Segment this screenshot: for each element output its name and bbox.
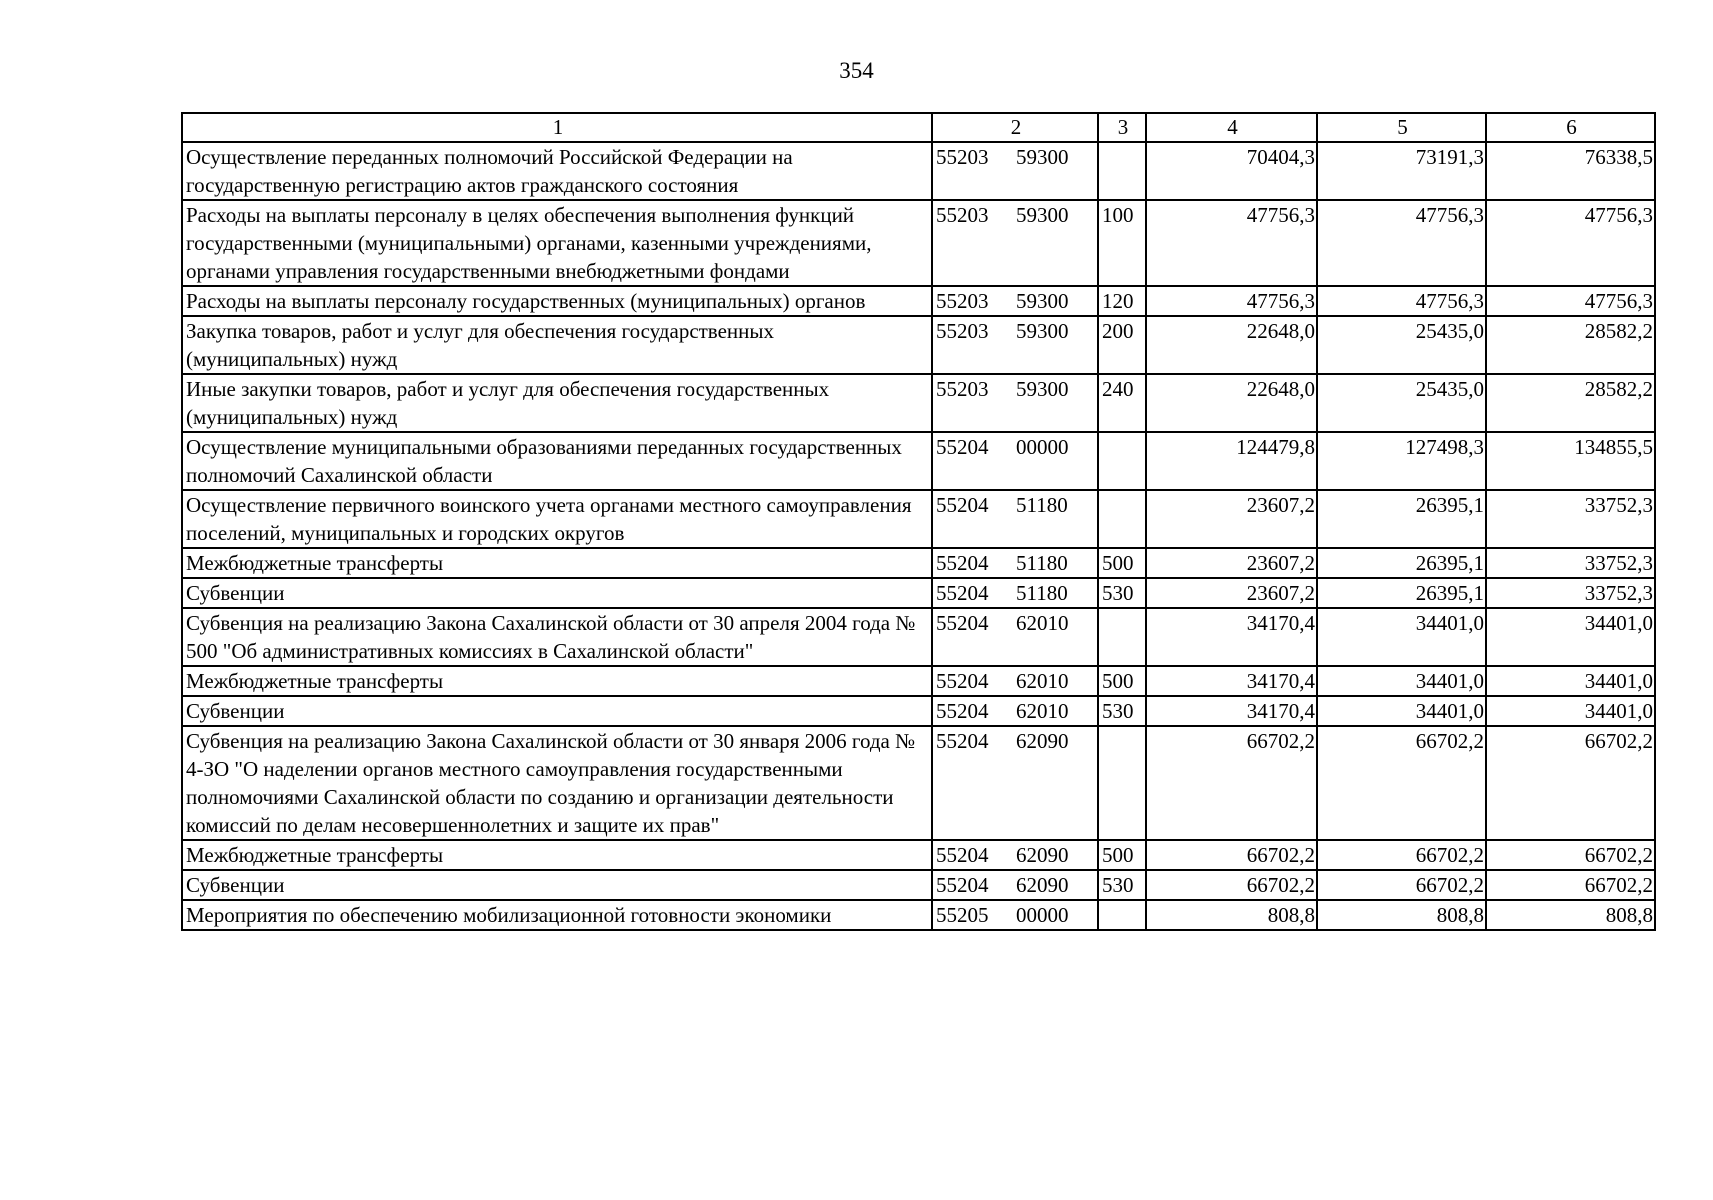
row-code bbox=[932, 316, 1098, 374]
row-name: Мероприятия по обеспечению мобилизационной готовности экономики bbox=[182, 900, 932, 930]
row-value-5: 73191,3 bbox=[1317, 142, 1486, 200]
row-code-article: 51180 bbox=[1016, 493, 1068, 517]
row-code bbox=[932, 200, 1098, 286]
row-value-5: 34401,0 bbox=[1317, 696, 1486, 726]
row-code-section: 55204 bbox=[936, 729, 989, 753]
row-code bbox=[932, 432, 1098, 490]
row-value-5: 808,8 bbox=[1317, 900, 1486, 930]
row-code bbox=[932, 900, 1098, 930]
row-value-5: 47756,3 bbox=[1317, 286, 1486, 316]
row-name: Закупка товаров, работ и услуг для обеспечения государственных (муниципальных) нужд bbox=[182, 316, 932, 374]
row-value-4: 23607,2 bbox=[1146, 578, 1317, 608]
row-expense-type: 500 bbox=[1098, 548, 1146, 578]
row-expense-type bbox=[1098, 726, 1146, 840]
table-row bbox=[182, 142, 1655, 200]
row-value-5: 34401,0 bbox=[1317, 608, 1486, 666]
table-row bbox=[182, 432, 1655, 490]
row-code bbox=[932, 142, 1098, 200]
row-value-4: 34170,4 bbox=[1146, 608, 1317, 666]
row-code bbox=[932, 548, 1098, 578]
row-value-6: 66702,2 bbox=[1486, 840, 1655, 870]
row-value-5: 26395,1 bbox=[1317, 490, 1486, 548]
header-col-1: 1 bbox=[182, 113, 932, 142]
row-value-6: 34401,0 bbox=[1486, 696, 1655, 726]
row-code bbox=[932, 840, 1098, 870]
row-code-section: 55203 bbox=[936, 203, 989, 227]
row-value-4: 23607,2 bbox=[1146, 548, 1317, 578]
row-expense-type: 120 bbox=[1098, 286, 1146, 316]
row-expense-type: 100 bbox=[1098, 200, 1146, 286]
row-expense-type bbox=[1098, 900, 1146, 930]
row-code bbox=[932, 870, 1098, 900]
row-value-6: 33752,3 bbox=[1486, 578, 1655, 608]
table-row bbox=[182, 200, 1655, 286]
row-value-6: 134855,5 bbox=[1486, 432, 1655, 490]
row-value-5: 127498,3 bbox=[1317, 432, 1486, 490]
header-col-4: 4 bbox=[1146, 113, 1317, 142]
row-expense-type: 530 bbox=[1098, 870, 1146, 900]
table-row bbox=[182, 316, 1655, 374]
row-expense-type: 530 bbox=[1098, 578, 1146, 608]
row-expense-type bbox=[1098, 490, 1146, 548]
row-value-6: 47756,3 bbox=[1486, 200, 1655, 286]
row-value-5: 26395,1 bbox=[1317, 548, 1486, 578]
header-col-2: 2 bbox=[932, 113, 1098, 142]
row-code-section: 55204 bbox=[936, 611, 989, 635]
header-col-3: 3 bbox=[1098, 113, 1146, 142]
row-value-4: 66702,2 bbox=[1146, 726, 1317, 840]
row-code-article: 00000 bbox=[1016, 435, 1069, 459]
row-name: Субвенции bbox=[182, 578, 932, 608]
table-row bbox=[182, 840, 1655, 870]
row-code-article: 51180 bbox=[1016, 551, 1068, 575]
row-expense-type: 200 bbox=[1098, 316, 1146, 374]
row-value-4: 23607,2 bbox=[1146, 490, 1317, 548]
row-code bbox=[932, 578, 1098, 608]
row-name: Субвенции bbox=[182, 696, 932, 726]
table-row bbox=[182, 726, 1655, 840]
page-number: 354 bbox=[839, 58, 874, 83]
row-value-4: 22648,0 bbox=[1146, 316, 1317, 374]
row-value-5: 25435,0 bbox=[1317, 316, 1486, 374]
row-name: Межбюджетные трансферты bbox=[182, 548, 932, 578]
row-value-6: 808,8 bbox=[1486, 900, 1655, 930]
row-code-section: 55203 bbox=[936, 289, 989, 313]
row-value-5: 66702,2 bbox=[1317, 870, 1486, 900]
row-name: Межбюджетные трансферты bbox=[182, 666, 932, 696]
row-name: Иные закупки товаров, работ и услуг для обеспечения государственных (муниципальных) нужд bbox=[182, 374, 932, 432]
table-row bbox=[182, 608, 1655, 666]
row-code-section: 55204 bbox=[936, 435, 989, 459]
row-value-4: 34170,4 bbox=[1146, 666, 1317, 696]
row-code bbox=[932, 374, 1098, 432]
row-expense-type: 530 bbox=[1098, 696, 1146, 726]
row-code-section: 55203 bbox=[936, 145, 989, 169]
row-value-6: 66702,2 bbox=[1486, 870, 1655, 900]
row-value-4: 34170,4 bbox=[1146, 696, 1317, 726]
row-value-4: 66702,2 bbox=[1146, 840, 1317, 870]
table-row bbox=[182, 666, 1655, 696]
row-code-article: 59300 bbox=[1016, 145, 1069, 169]
row-value-6: 33752,3 bbox=[1486, 548, 1655, 578]
table-row bbox=[182, 286, 1655, 316]
budget-table bbox=[181, 112, 1656, 931]
row-code bbox=[932, 286, 1098, 316]
row-value-4: 124479,8 bbox=[1146, 432, 1317, 490]
row-value-6: 34401,0 bbox=[1486, 608, 1655, 666]
row-expense-type bbox=[1098, 142, 1146, 200]
row-value-5: 34401,0 bbox=[1317, 666, 1486, 696]
table-row bbox=[182, 374, 1655, 432]
row-code-article: 62090 bbox=[1016, 729, 1069, 753]
row-value-6: 34401,0 bbox=[1486, 666, 1655, 696]
row-code-article: 59300 bbox=[1016, 203, 1069, 227]
row-code-article: 62090 bbox=[1016, 873, 1069, 897]
row-value-4: 808,8 bbox=[1146, 900, 1317, 930]
row-code-section: 55204 bbox=[936, 669, 989, 693]
row-code-article: 59300 bbox=[1016, 289, 1069, 313]
row-code-section: 55204 bbox=[936, 873, 989, 897]
table-row bbox=[182, 548, 1655, 578]
table-row bbox=[182, 578, 1655, 608]
table-row bbox=[182, 900, 1655, 930]
table-row bbox=[182, 870, 1655, 900]
row-value-4: 70404,3 bbox=[1146, 142, 1317, 200]
row-code-section: 55204 bbox=[936, 699, 989, 723]
row-code-section: 55203 bbox=[936, 319, 989, 343]
row-value-6: 66702,2 bbox=[1486, 726, 1655, 840]
row-value-5: 66702,2 bbox=[1317, 840, 1486, 870]
row-value-6: 47756,3 bbox=[1486, 286, 1655, 316]
row-value-5: 26395,1 bbox=[1317, 578, 1486, 608]
row-name: Расходы на выплаты персоналу государственных (муниципальных) органов bbox=[182, 286, 932, 316]
row-code-article: 51180 bbox=[1016, 581, 1068, 605]
row-code-article: 62010 bbox=[1016, 699, 1069, 723]
row-code-section: 55204 bbox=[936, 581, 989, 605]
row-value-4: 47756,3 bbox=[1146, 286, 1317, 316]
row-value-5: 25435,0 bbox=[1317, 374, 1486, 432]
row-value-4: 47756,3 bbox=[1146, 200, 1317, 286]
row-expense-type bbox=[1098, 608, 1146, 666]
row-value-4: 22648,0 bbox=[1146, 374, 1317, 432]
row-code bbox=[932, 696, 1098, 726]
row-value-5: 47756,3 bbox=[1317, 200, 1486, 286]
table-body bbox=[182, 142, 1655, 930]
row-value-6: 28582,2 bbox=[1486, 374, 1655, 432]
row-code bbox=[932, 490, 1098, 548]
row-name: Осуществление первичного воинского учета органами местного самоуправления поселений, муниципальных и городских округов bbox=[182, 490, 932, 548]
row-code bbox=[932, 608, 1098, 666]
row-code bbox=[932, 666, 1098, 696]
row-value-5: 66702,2 bbox=[1317, 726, 1486, 840]
row-name: Субвенция на реализацию Закона Сахалинской области от 30 января 2006 года № 4-ЗО "О наделении органов местного самоуправления государственными полномочиями Сахалинской области по созданию и организации деятельности комиссий по делам несовершеннолетних и защите их прав" bbox=[182, 726, 932, 840]
row-name: Субвенции bbox=[182, 870, 932, 900]
table-header-row bbox=[182, 113, 1655, 142]
row-name: Расходы на выплаты персоналу в целях обеспечения выполнения функций государственными (муниципальными) органами, казенными учреждениями, органами управления государственными внебюджетными фондами bbox=[182, 200, 932, 286]
row-code-article: 62010 bbox=[1016, 669, 1069, 693]
row-expense-type: 500 bbox=[1098, 840, 1146, 870]
header-col-6: 6 bbox=[1486, 113, 1655, 142]
row-code-section: 55204 bbox=[936, 551, 989, 575]
row-code-article: 59300 bbox=[1016, 377, 1069, 401]
row-code-section: 55204 bbox=[936, 843, 989, 867]
row-code-section: 55204 bbox=[936, 493, 989, 517]
row-code-article: 62010 bbox=[1016, 611, 1069, 635]
row-value-6: 76338,5 bbox=[1486, 142, 1655, 200]
header-col-5: 5 bbox=[1317, 113, 1486, 142]
row-code-article: 00000 bbox=[1016, 903, 1069, 927]
row-name: Осуществление переданных полномочий Российской Федерации на государственную регистрацию актов гражданского состояния bbox=[182, 142, 932, 200]
row-value-6: 28582,2 bbox=[1486, 316, 1655, 374]
row-value-6: 33752,3 bbox=[1486, 490, 1655, 548]
row-name: Межбюджетные трансферты bbox=[182, 840, 932, 870]
row-code-section: 55203 bbox=[936, 377, 989, 401]
row-name: Субвенция на реализацию Закона Сахалинской области от 30 апреля 2004 года № 500 "Об административных комиссиях в Сахалинской области" bbox=[182, 608, 932, 666]
row-value-4: 66702,2 bbox=[1146, 870, 1317, 900]
row-expense-type: 500 bbox=[1098, 666, 1146, 696]
row-code-section: 55205 bbox=[936, 903, 989, 927]
row-expense-type bbox=[1098, 432, 1146, 490]
table-row bbox=[182, 490, 1655, 548]
row-code bbox=[932, 726, 1098, 840]
row-code-article: 62090 bbox=[1016, 843, 1069, 867]
row-expense-type: 240 bbox=[1098, 374, 1146, 432]
table-row bbox=[182, 696, 1655, 726]
row-name: Осуществление муниципальными образованиями переданных государственных полномочий Сахалинской области bbox=[182, 432, 932, 490]
row-code-article: 59300 bbox=[1016, 319, 1069, 343]
